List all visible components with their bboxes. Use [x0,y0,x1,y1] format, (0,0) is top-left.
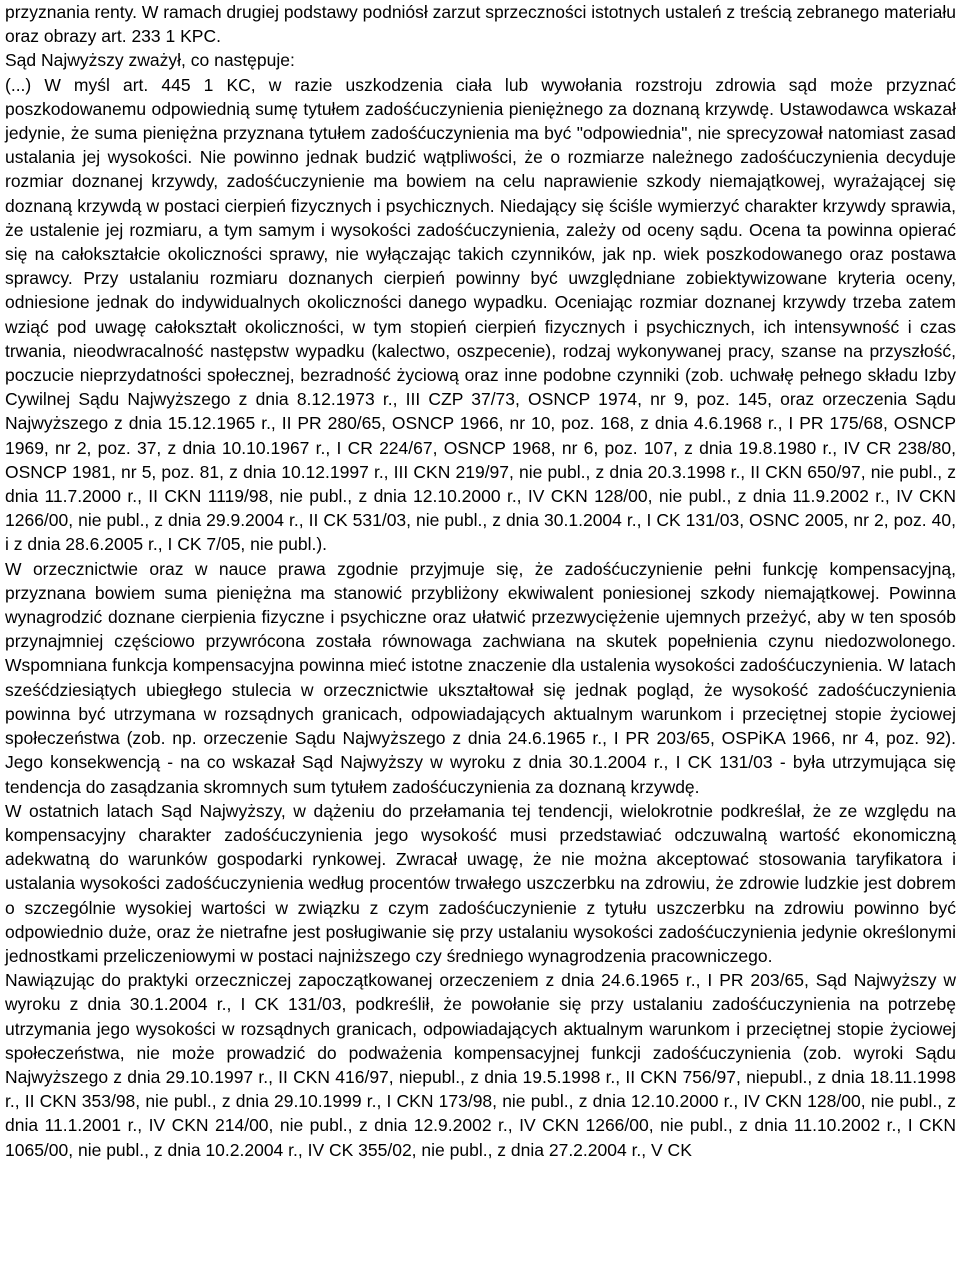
paragraph-intro: przyznania renty. W ramach drugiej podstawy podniósł zarzut sprzeczności istotnych ustaleń z treścią zebranego materiału oraz obrazy art. 233 1 KPC. [5,2,956,47]
paragraph-recent-years: W ostatnich latach Sąd Najwyższy, w dążeniu do przełamania tej tendencji, wielokrotnie podkreślał, że ze względu na kompensacyjny charakter zadośćuczynienia jego wysokość musi przedstawiać odczuwalną wartość ekonomiczną adekwatną do warunków gospodarki rynkowej. Zwracał uwagę, że nie można akceptować stosowania taryfikatora i ustalania wysokości zadośćuczynienia według procentów trwałego uszczerbku na zdrowiu, że zdrowie ludzkie jest dobrem o szczególnie wysokiej wartości w związku z czym zadośćuczynienie z tytułu uszczerbku na zdrowiu powinno być odpowiednio duże, oraz że nietrafne jest posługiwanie się przy ustalaniu wysokości zadośćuczynienia jedynie określonymi jednostkami przeliczeniowymi w postaci najniższego czy średniego wynagrodzenia pracowniczego. [5,800,956,966]
document-body [5,0,956,1162]
paragraph-heading-court-considered: Sąd Najwyższy zważył, co następuje: [5,50,295,71]
paragraph-case-practice: Nawiązując do praktyki orzeczniczej zapoczątkowanej orzeczeniem z dnia 24.6.1965 r., I PR 203/65, Sąd Najwyższy w wyroku z dnia 30.1.2004 r., I CK 131/03, podkreślił, że powołanie się przy ustalaniu zadośćuczynienia na potrzebę utrzymania jego wysokości w rozsądnych granicach, odpowiadających aktualnym warunkom i przeciętnej stopie życiowej społeczeństwa, nie może prowadzić do podważenia kompensacyjnej funkcji zadośćuczynienia (zob. wyroki Sądu Najwyższego z dnia 29.10.1997 r., II CKN 416/97, niepubl., z dnia 19.5.1998 r., II CKN 756/97, niepubl., z dnia 18.11.1998 r., II CKN 353/98, nie publ., z dnia 29.10.1999 r., I CKN 173/98, nie publ., z dnia 12.10.2000 r., IV CKN 128/00, nie publ., z dnia 11.1.2001 r., IV CKN 214/00, nie publ., z dnia 12.9.2002 r., IV CKN 1266/00, nie publ., z dnia 11.10.2002 r., I CKN 1065/00, nie publ., z dnia 10.2.2004 r., IV CK 355/02, nie publ., z dnia 27.2.2004 r., V CK [5,970,956,1160]
paragraph-compensatory-function: W orzecznictwie oraz w nauce prawa zgodnie przyjmuje się, że zadośćuczynienie pełni funkcję kompensacyjną, przyznana bowiem suma pieniężna ma stanowić przybliżony ekwiwalent poniesionej szkody niemajątkowej. Powinna wynagrodzić doznane cierpienia fizyczne i psychiczne oraz ułatwić przezwyciężenie ujemnych przeżyć, aby w ten sposób przynajmniej częściowo przywrócona została równowaga zachwiana na skutek popełnienia czynu niedozwolonego. Wspomniana funkcja kompensacyjna powinna mieć istotne znaczenie dla ustalenia wysokości zadośćuczynienia. W latach sześćdziesiątych ubiegłego stulecia w orzecznictwie ukształtował się jednak pogląd, że wysokość zadośćuczynienia powinna być utrzymana w rozsądnych granicach, odpowiadających aktualnym warunkom i przeciętnej stopie życiowej społeczeństwa (zob. np. orzeczenie Sądu Najwyższego z dnia 24.6.1965 r., I PR 203/65, OSPiKA 1966, nr 4, poz. 92). Jego konsekwencją - na co wskazał Sąd Najwyższy w wyroku z dnia 30.1.2004 r., I CK 131/03 - była utrzymująca się tendencja do zasądzania skromnych sum tytułem zadośćuczynienia za doznaną krzywdę. [5,558,956,797]
paragraph-art-445: (...) W myśl art. 445 1 KC, w razie uszkodzenia ciała lub wywołania rozstroju zdrowia sąd może przyznać poszkodowanemu odpowiednią sumę tytułem zadośćuczynienia pieniężnego za doznaną krzywdę. Ustawodawca wskazał jedynie, że suma pieniężna przyznana tytułem zadośćuczynienia ma być "odpowiednia", nie sprecyzował natomiast zasad ustalania jej wysokości. Nie powinno jednak budzić wątpliwości, że o rozmiarze należnego zadośćuczynienia decyduje rozmiar doznanej krzywdy, zadośćuczynienie ma bowiem na celu naprawienie szkody niemajątkowej, wyrażającej się doznaną krzywdą w postaci cierpień fizycznych i psychicznych. Niedający się ściśle wymierzyć charakter krzywdy sprawia, że ustalenie jej rozmiaru, a tym samym i wysokości zadośćuczynienia, zależy od oceny sądu. Ocena ta powinna opierać się na całokształcie okoliczności sprawy, nie wyłączając takich czynników, jak np. wiek poszkodowanego oraz postawa sprawcy. Przy ustalaniu rozmiaru doznanych cierpień powinny być uwzględniane zobiektywizowane kryteria oceny, odniesione jednak do indywidualnych okoliczności danego wypadku. Oceniając rozmiar doznanej krzywdy trzeba zatem wziąć pod uwagę całokształt okoliczności, w tym stopień cierpień fizycznych i psychicznych, ich intensywność i czas trwania, nieodwracalność następstw wypadku (kalectwo, oszpecenie), rodzaj wykonywanej pracy, szanse na przyszłość, poczucie nieprzydatności społecznej, bezradność życiową oraz inne podobne czynniki (zob. uchwałę pełnego składu Izby Cywilnej Sądu Najwyższego z dnia 8.12.1973 r., III CZP 37/73, OSNCP 1974, nr 9, poz. 145, oraz orzeczenia Sądu Najwyższego z dnia 15.12.1965 r., II PR 280/65, OSNCP 1966, nr 10, poz. 168, z dnia 4.6.1968 r., I PR 175/68, OSNCP 1969, nr 2, poz. 37, z dnia 10.10.1967 r., I CR 224/67, OSNCP 1968, nr 6, poz. 107, z dnia 19.8.1980 r., IV CR 238/80, OSNCP 1981, nr 5, poz. 81, z dnia 10.12.1997 r., III CKN 219/97, nie publ., z dnia 20.3.1998 r., II CKN 650/97, nie publ., z dnia 11.7.2000 r., II CKN 1119/98, nie publ., z dnia 12.10.2000 r., IV CKN 128/00, nie publ., z dnia 11.9.2002 r., IV CKN 1266/00, nie publ., z dnia 29.9.2004 r., II CK 531/03, nie publ., z dnia 30.1.2004 r., I CK 131/03, OSNC 2005, nr 2, poz. 40, i z dnia 28.6.2005 r., I CK 7/05, nie publ.). [5,74,956,555]
